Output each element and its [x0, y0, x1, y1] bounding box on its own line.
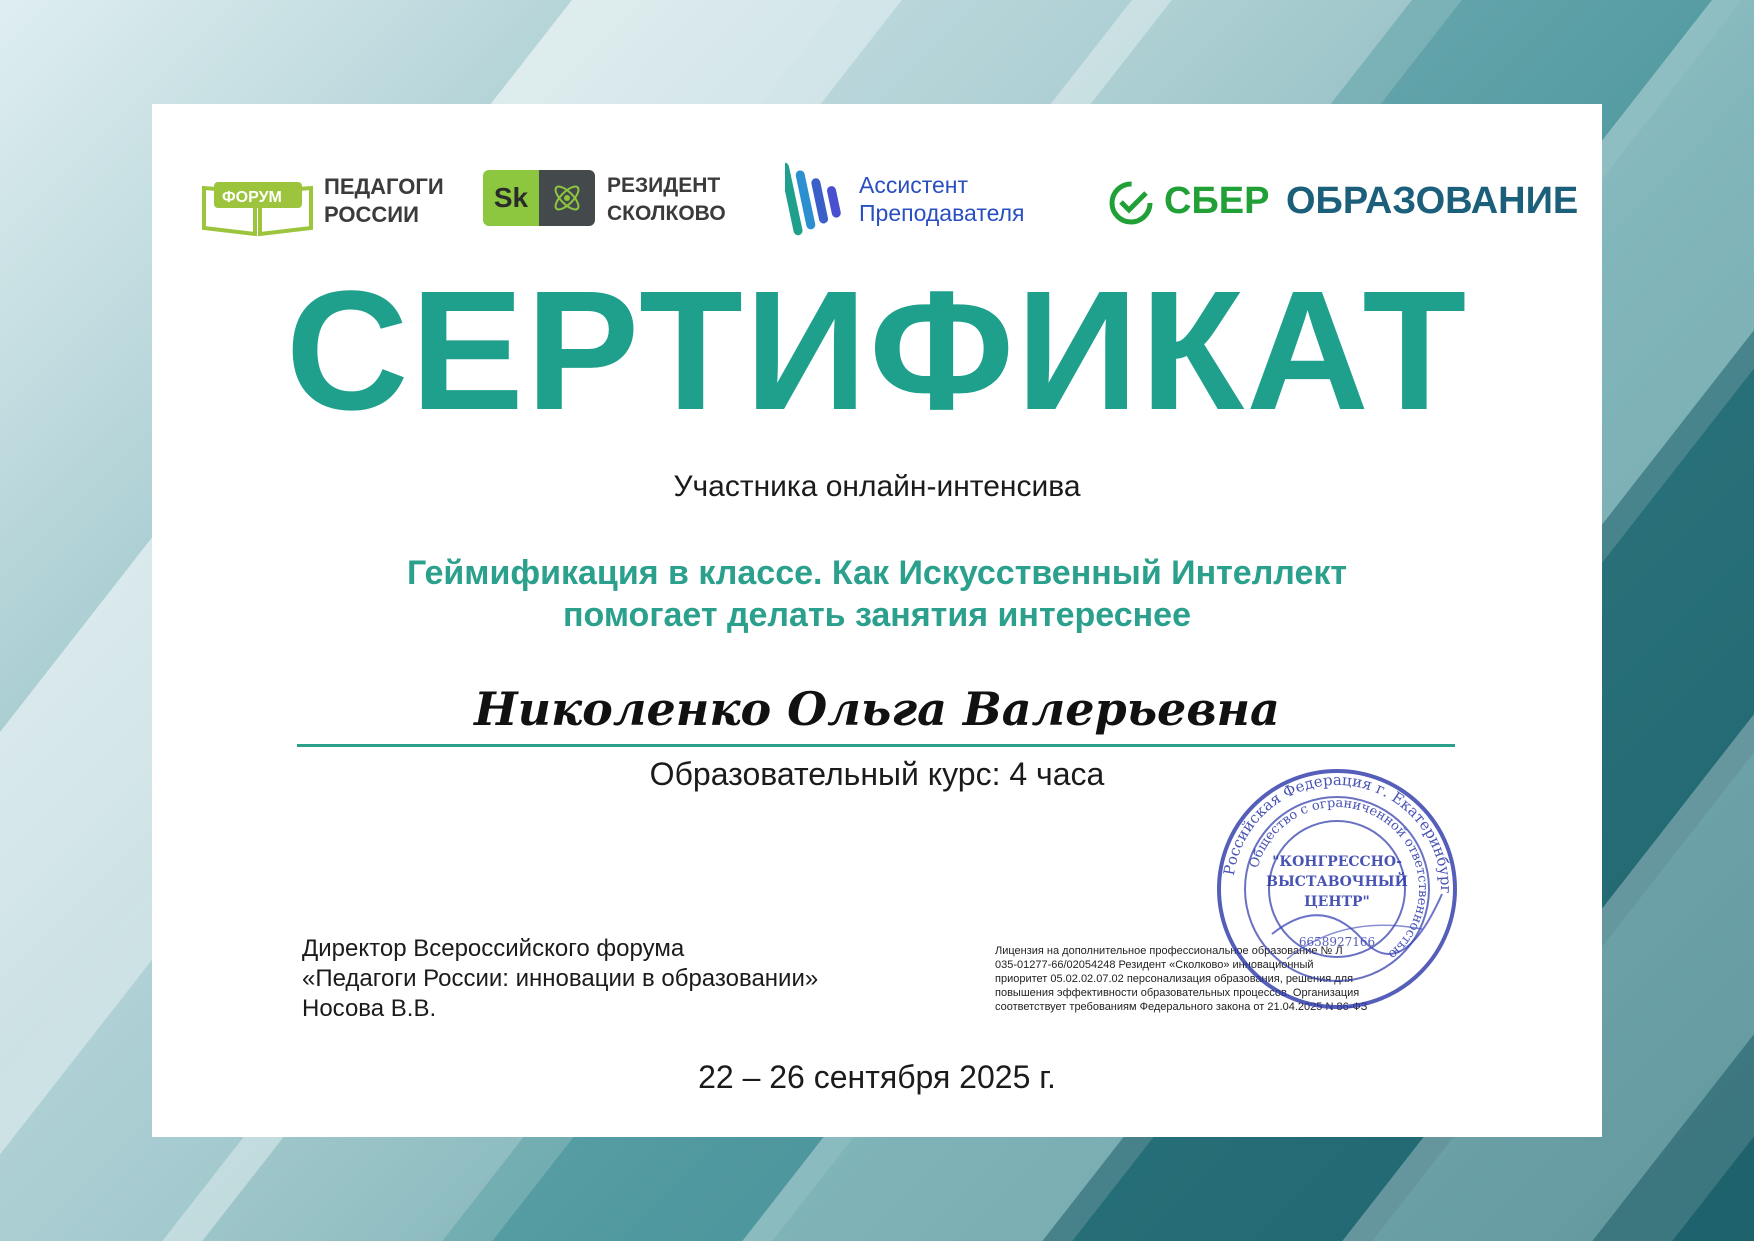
skolkovo-line1: РЕЗИДЕНТ — [607, 174, 721, 197]
director-line2: «Педагоги России: инновации в образовании» — [302, 965, 819, 992]
forum-badge: ФОРУМ — [222, 189, 282, 206]
skolkovo-logo — [483, 160, 743, 250]
certificate-title: СЕРТИФИКАТ — [285, 256, 1469, 446]
license-text: Лицензия на дополнительное профессиональное образование № Л 035-01277-66/02054248 Резидент «Сколково» инновационный приоритет 05.02.02.07.02 персонализация образования, решения для повышения эффективности образовательных процессов. Организация соответствует требованиям Федерального закона от 21.04.2025 N 86-ФЗ — [995, 945, 1368, 1013]
certificate-card — [152, 104, 1602, 1137]
event-date: 22 – 26 сентября 2025 г. — [698, 1059, 1056, 1095]
atom-icon — [549, 180, 585, 216]
logo-bar — [200, 160, 1579, 250]
svg-text:Общество с ограниченной ответс: Общество с ограниченной ответственностью — [1246, 795, 1431, 962]
sber-logo — [1108, 160, 1579, 250]
svg-text:Российская Федерация г. Екатер: Российская Федерация г. Екатеринбург — [1219, 770, 1456, 894]
assistant-logo — [785, 160, 1055, 250]
forum-logo — [200, 160, 450, 250]
certificate-subtitle: Участника онлайн-интенсива — [673, 470, 1081, 503]
director-line1: Директор Всероссийского форума — [302, 935, 685, 962]
forum-line2: РОССИИ — [324, 202, 419, 227]
name-underline — [297, 744, 1455, 747]
assistant-line2: Преподавателя — [859, 200, 1025, 226]
director-block — [302, 934, 962, 1024]
recipient-name: Николенко Ольга Валерьевна — [474, 682, 1280, 736]
director-name: Носова В.В. — [302, 995, 437, 1022]
svg-text:ВЫСТАВОЧНЫЙ: ВЫСТАВОЧНЫЙ — [1266, 874, 1408, 890]
svg-text:"КОНГРЕССНО-: "КОНГРЕССНО- — [1272, 854, 1402, 870]
course-title-line2: помогает делать занятия интереснее — [562, 596, 1192, 634]
assistant-line1: Ассистент — [859, 172, 968, 198]
sber-check-icon — [1108, 180, 1154, 226]
sber-part2: ОБРАЗОВАНИЕ — [1286, 180, 1579, 222]
sber-part1: СБЕР — [1164, 180, 1270, 222]
svg-text:ЦЕНТР": ЦЕНТР" — [1304, 894, 1370, 910]
skolkovo-line2: СКОЛКОВО — [607, 202, 726, 225]
waveform-icon — [785, 160, 851, 240]
course-title-line1: Геймификация в классе. Как Искусственный Интеллект — [406, 554, 1348, 592]
forum-line1: ПЕДАГОГИ — [324, 174, 444, 199]
skolkovo-badge: Sk — [483, 170, 595, 226]
svg-text:6658927166: 6658927166 — [1298, 935, 1376, 949]
course-title — [292, 552, 1462, 636]
course-duration: Образовательный курс: 4 часа — [649, 756, 1105, 792]
company-seal — [1212, 764, 1462, 1014]
